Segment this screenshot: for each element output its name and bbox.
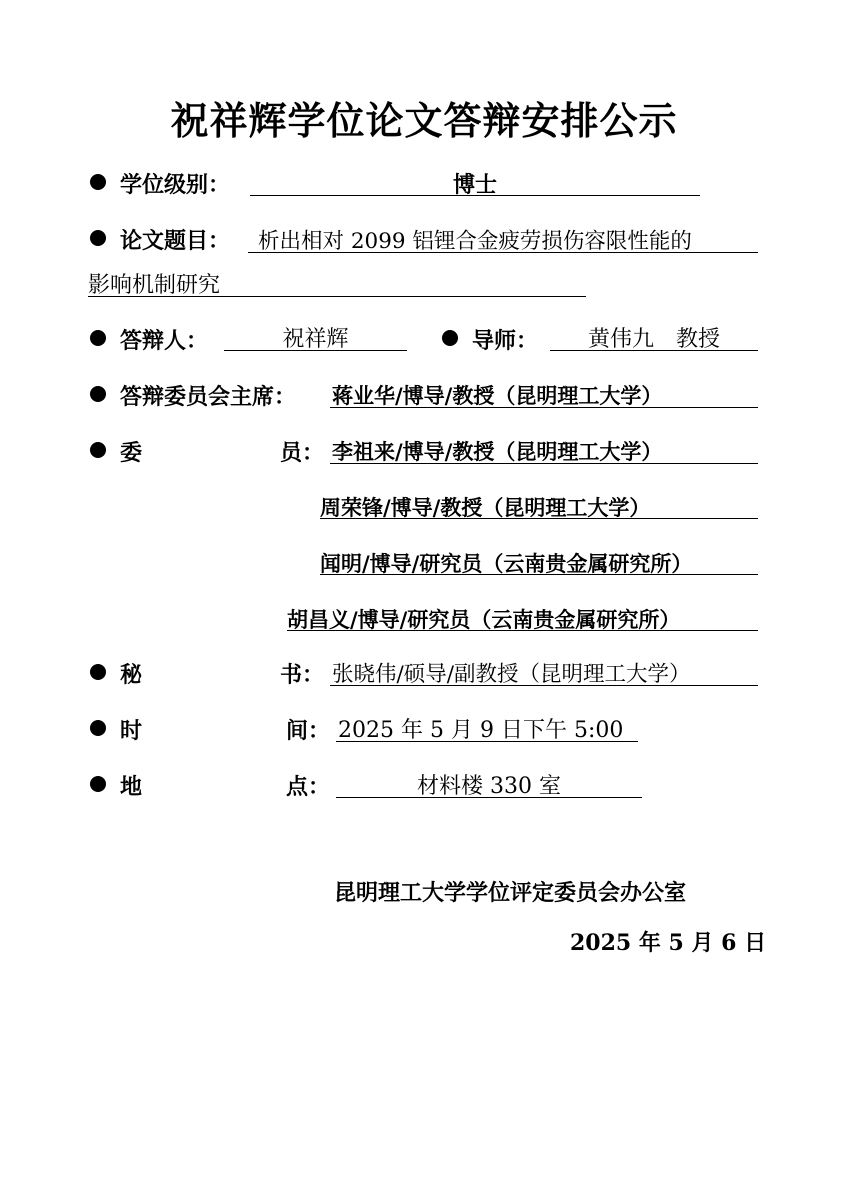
thesis-label: 论文题目： — [120, 228, 231, 254]
committee-underline-4 — [287, 630, 758, 631]
location-label-right: 点： — [286, 774, 331, 800]
degree-underline — [250, 195, 700, 196]
footer-date: 2025 年 5 月 6 日 — [570, 930, 767, 956]
chair-value: 蒋业华/博导/教授（昆明理工大学） — [332, 383, 663, 408]
defender-label: 答辩人： — [120, 328, 209, 354]
thesis-title-line2: 影响机制研究 — [88, 273, 221, 298]
thesis-title-line1: 析出相对 2099 铝锂合金疲劳损伤容限性能的 — [258, 229, 692, 254]
time-value: 2025 年 5 月 9 日下午 5:00 — [338, 718, 624, 743]
committee-member-3: 闻明/博导/研究员（云南贵金属研究所） — [320, 551, 693, 576]
footer-office: 昆明理工大学学位评定委员会办公室 — [334, 880, 687, 906]
thesis-underline-2 — [88, 296, 586, 297]
advisor-value: 黄伟九 教授 — [587, 327, 720, 352]
bullet-icon — [90, 330, 106, 346]
advisor-underline — [550, 350, 758, 351]
time-label-right: 间： — [286, 718, 331, 744]
committee-underline-2 — [320, 518, 758, 519]
chair-underline — [330, 407, 758, 408]
bullet-icon — [90, 720, 106, 736]
location-label-left: 地 — [120, 774, 143, 800]
committee-member-2: 周荣锋/博导/教授（昆明理工大学） — [320, 495, 651, 520]
bullet-icon — [90, 442, 106, 458]
bullet-icon — [90, 230, 106, 246]
committee-label-left: 委 — [120, 440, 143, 466]
bullet-icon — [90, 776, 106, 792]
time-underline — [336, 741, 638, 742]
location-value: 材料楼 330 室 — [417, 774, 561, 799]
secretary-value: 张晓伟/硕导/副教授（昆明理工大学） — [332, 662, 691, 687]
chair-label: 答辩委员会主席： — [120, 384, 297, 410]
bullet-icon — [90, 386, 106, 402]
advisor-label: 导师： — [472, 328, 539, 354]
secretary-label-right: 书： — [280, 662, 325, 688]
defender-underline — [224, 350, 407, 351]
thesis-underline-1 — [248, 252, 758, 253]
committee-underline-3 — [320, 574, 758, 575]
committee-member-4: 胡昌义/博导/研究员（云南贵金属研究所） — [287, 607, 681, 632]
location-underline — [336, 797, 642, 798]
bullet-icon — [90, 664, 106, 680]
secretary-label-left: 秘 — [120, 662, 143, 688]
degree-value: 博士 — [452, 172, 497, 198]
degree-label: 学位级别： — [120, 172, 231, 198]
committee-member-1: 李祖来/博导/教授（昆明理工大学） — [332, 439, 663, 464]
page-title: 祝祥辉学位论文答辩安排公示 — [170, 98, 678, 143]
defender-value: 祝祥辉 — [282, 327, 349, 352]
time-label-left: 时 — [120, 718, 143, 744]
committee-underline-1 — [330, 463, 758, 464]
secretary-underline — [330, 685, 758, 686]
bullet-icon — [90, 174, 106, 190]
committee-label-right: 员： — [280, 440, 325, 466]
bullet-icon — [442, 330, 458, 346]
